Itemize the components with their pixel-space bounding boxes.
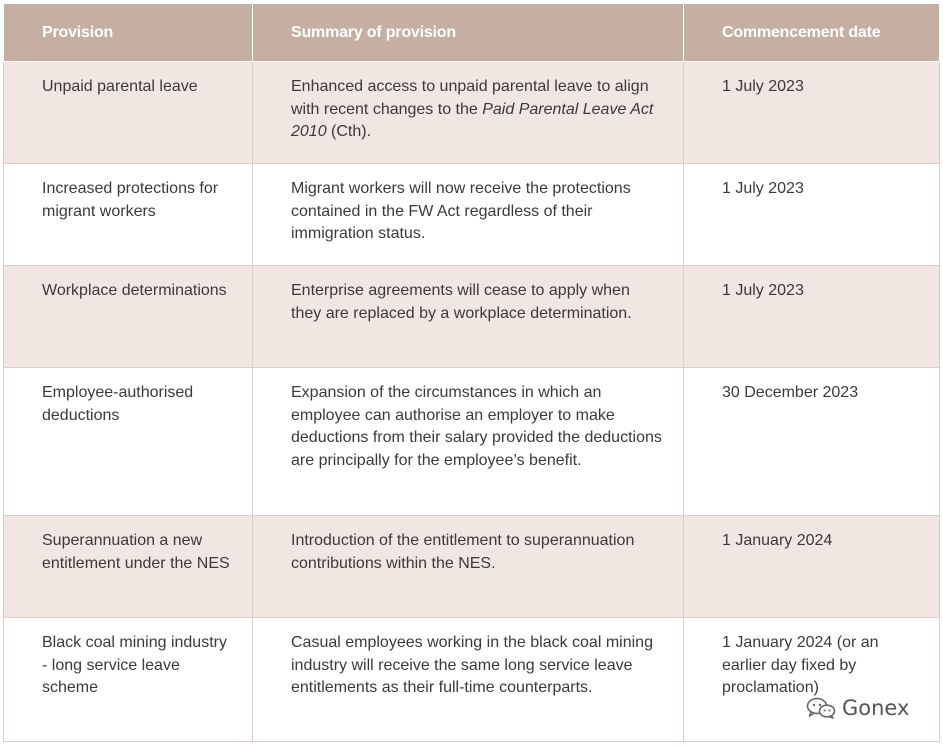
table-row: [4, 266, 940, 368]
provision-cell: Superannuation a new entitlement under the NES: [4, 516, 253, 618]
table-body: [4, 62, 940, 742]
provision-cell: Unpaid parental leave: [4, 62, 253, 164]
wechat-icon: [806, 697, 836, 719]
date-cell: 1 January 2024 (or an earlier day fixed by proclamation): [684, 618, 940, 742]
summary-cell: [253, 62, 684, 164]
provision-cell: Employee-authorised deductions: [4, 368, 253, 516]
table-row: [4, 62, 940, 164]
summary-cell: Introduction of the entitlement to superannuation contributions within the NES.: [253, 516, 684, 618]
provision-cell: Workplace determinations: [4, 266, 253, 368]
header-summary: Summary of provision: [253, 4, 684, 62]
provision-cell: Black coal mining industry - long service leave scheme: [4, 618, 253, 742]
table-row: [4, 164, 940, 266]
date-cell: 1 July 2023: [684, 266, 940, 368]
header-commencement-date: Commencement date: [684, 4, 940, 62]
summary-cell: Enterprise agreements will cease to apply when they are replaced by a workplace determination.: [253, 266, 684, 368]
header-row: [4, 4, 940, 62]
summary-cell: Migrant workers will now receive the protections contained in the FW Act regardless of their immigration status.: [253, 164, 684, 266]
table-row: [4, 368, 940, 516]
summary-cell: Expansion of the circumstances in which an employee can authorise an employer to make deductions from their salary provided the deductions are principally for the employee’s benefit.: [253, 368, 684, 516]
date-cell: 1 July 2023: [684, 62, 940, 164]
date-cell: 1 January 2024: [684, 516, 940, 618]
summary-text: Enhanced access to unpaid parental leave to align with recent changes to the: [291, 78, 649, 118]
header-provision: Provision: [4, 4, 253, 62]
act-title: Paid Parental Leave Act 2010: [291, 100, 654, 140]
summary-cell: Casual employees working in the black coal mining industry will receive the same long service leave entitlements as their full-time counterparts.: [253, 618, 684, 742]
table-row: [4, 618, 940, 742]
table-header: [4, 4, 940, 62]
watermark-text: Gonex: [842, 696, 910, 720]
watermark: [806, 696, 909, 720]
date-cell: 30 December 2023: [684, 368, 940, 516]
provisions-table: [3, 3, 940, 742]
provision-cell: Increased protections for migrant workers: [4, 164, 253, 266]
table-row: [4, 516, 940, 618]
summary-text: (Cth).: [326, 123, 372, 140]
date-cell: 1 July 2023: [684, 164, 940, 266]
